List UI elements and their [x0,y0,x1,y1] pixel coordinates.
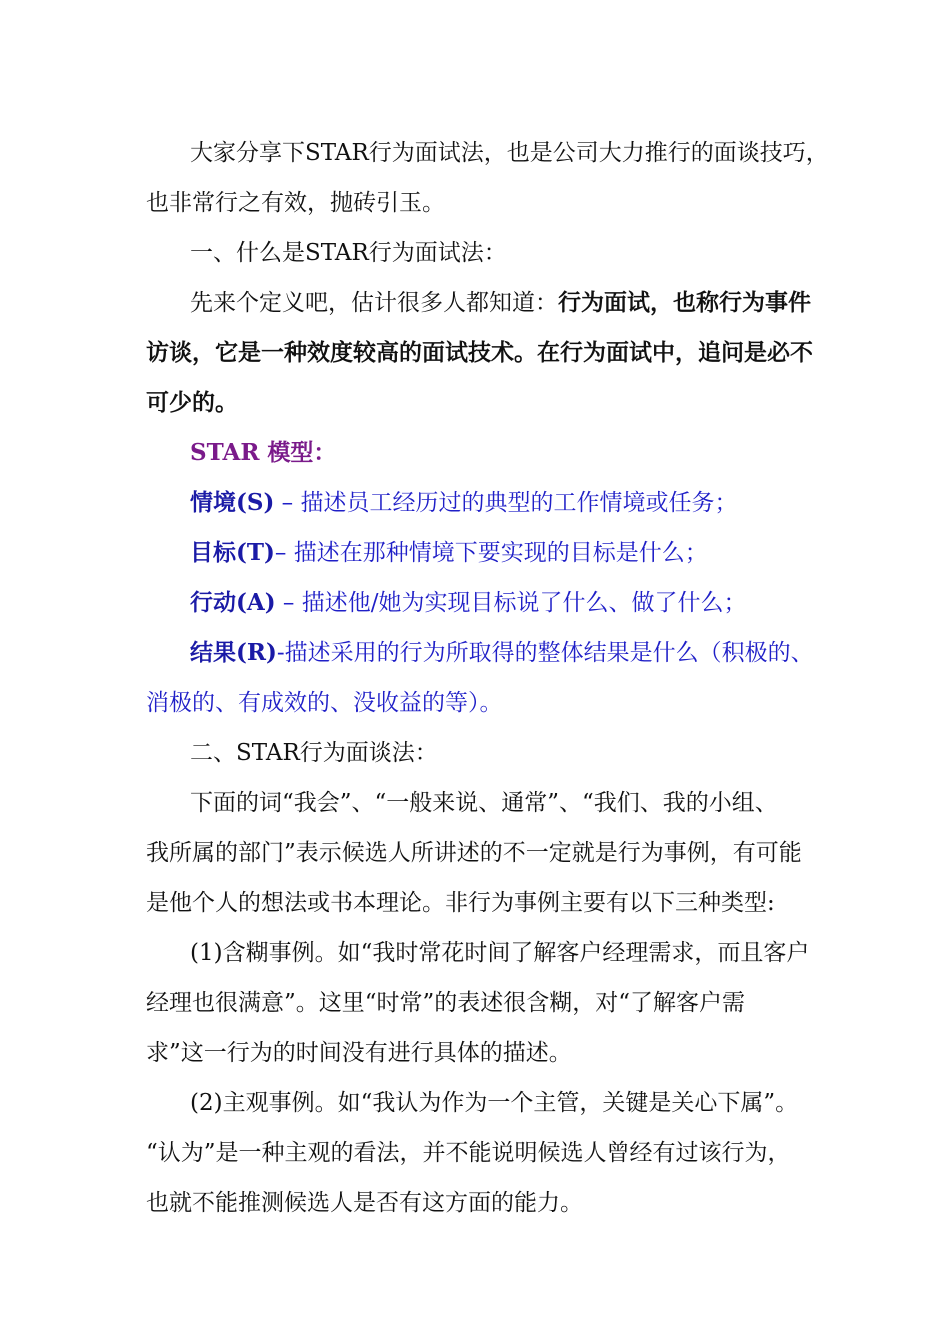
paragraph-3-line-1: (2)主观事例。如“我认为作为一个主管，关键是关心下属”。 [190,1090,799,1116]
paragraph-2-line-2: 经理也很满意”。这里“时常”的表述很含糊，对“了解客户需 [146,990,746,1016]
paragraph-2-line-3: 求”这一行为的时间没有进行具体的描述。 [146,1040,572,1066]
star-item-action [190,588,747,618]
star-item-result [190,638,814,668]
star-term-action: 行动(A) [190,589,276,616]
star-desc-target: – 描述在那种情境下要实现的目标是什么； [274,540,708,566]
star-result-continuation: 消极的、有成效的、没收益的等）。 [146,690,503,716]
star-item-target [190,538,708,568]
star-desc-result: -描述采用的行为所取得的整体结果是什么（积极的、 [276,640,814,666]
paragraph-2-line-1: (1)含糊事例。如“我时常花时间了解客户经理需求，而且客户 [190,940,810,966]
paragraph-1-line-2: 我所属的部门”表示候选人所讲述的不一定就是行为事例，有可能 [146,840,802,866]
star-term-target: 目标(T) [190,539,275,566]
paragraph-1-line-3: 是他个人的想法或书本理论。非行为事例主要有以下三种类型: [146,890,775,916]
definition-line-3: 可少的。 [146,389,238,416]
star-desc-situation: – 描述员工经历过的典型的工作情境或任务； [274,490,738,516]
section-1-heading: 一、什么是STAR行为面试法： [190,240,507,266]
intro-line-1: 大家分享下STAR行为面试法，也是公司大力推行的面谈技巧， [190,140,829,166]
section-2-heading: 二、STAR行为面谈法： [190,740,438,766]
intro-line-2: 也非常行之有效，抛砖引玉。 [146,190,445,216]
star-item-situation [190,488,738,518]
star-term-result: 结果(R) [190,639,277,666]
definition-bold-1: 行为面试，也称行为事件 [558,289,811,316]
paragraph-3-line-2: “认为”是一种主观的看法，并不能说明候选人曾经有过该行为， [146,1140,791,1166]
star-desc-action: – 描述他/她为实现目标说了什么、做了什么； [275,590,747,616]
paragraph-1-line-1: 下面的词“我会”、“一般来说、通常”、“我们、我的小组、 [190,790,778,816]
definition-line-2: 访谈，它是一种效度较高的面试技术。在行为面试中，追问是必不 [146,339,813,366]
star-model-title: STAR 模型： [190,439,337,466]
definition-lead: 先来个定义吧，估计很多人都知道： [190,290,558,316]
paragraph-3-line-3: 也就不能推测候选人是否有这方面的能力。 [146,1190,583,1216]
star-term-situation: 情境(S) [190,489,275,516]
definition-line-1 [190,288,811,318]
